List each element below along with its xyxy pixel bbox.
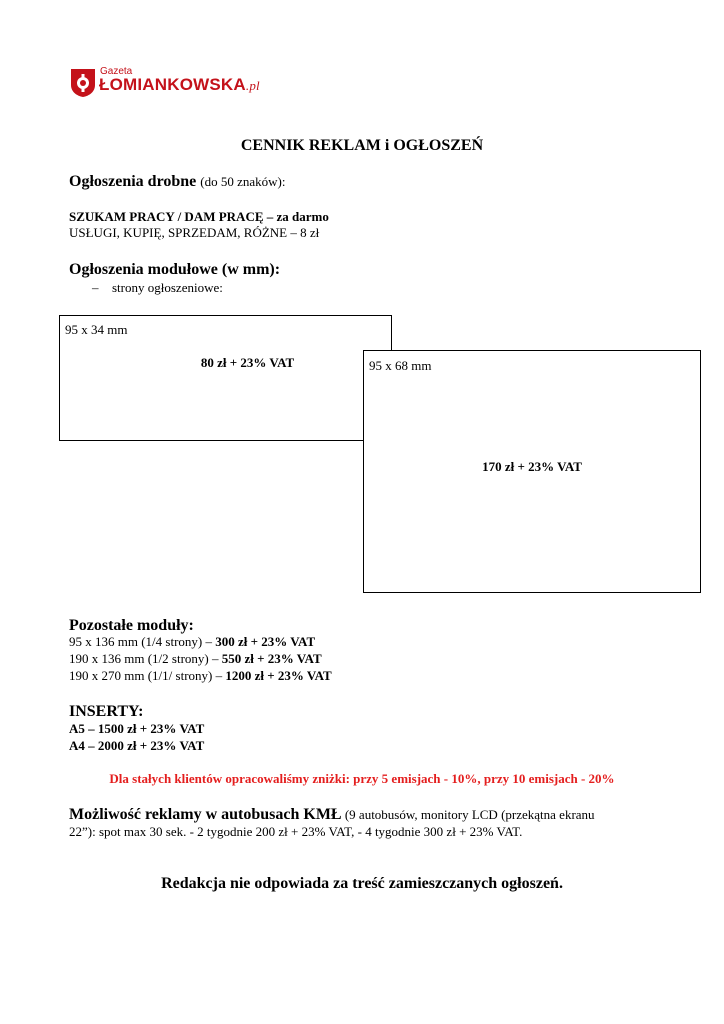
module-box-large-size: 95 x 68 mm xyxy=(369,358,432,373)
bus-ads-text2: 22”): spot max 30 sek. - 2 tygodnie 200 zł + 23% VAT, - 4 tygodnie 300 zł + 23% VAT. xyxy=(69,824,523,839)
small-ads-note: (do 50 znaków): xyxy=(200,174,286,189)
crest-icon xyxy=(70,68,96,98)
logo-suffix: .pl xyxy=(245,78,260,93)
module-box-small xyxy=(59,315,392,441)
gazeta-logo xyxy=(70,66,260,100)
module-box-small-price: 80 zł + 23% VAT xyxy=(200,355,295,370)
other-modules-row: 190 x 270 mm (1/1/ strony) – 1200 zł + 23% VAT xyxy=(69,668,332,683)
small-ads-heading: Ogłoszenia drobne xyxy=(69,173,197,190)
discount-promo: Dla stałych klientów opracowaliśmy zniżki: przy 5 emisjach - 10%, przy 10 emisjach - 20% xyxy=(109,771,615,786)
module-ads-heading: Ogłoszenia modułowe (w mm): xyxy=(69,261,281,278)
module-box-large xyxy=(363,350,701,593)
page-title: CENNIK REKLAM i OGŁOSZEŃ xyxy=(240,137,484,154)
bus-ads-block xyxy=(69,806,669,823)
disclaimer: Redakcja nie odpowiada za treść zamieszczanych ogłoszeń. xyxy=(161,875,563,892)
small-ads-heading-line xyxy=(69,173,285,191)
small-ads-paid-line: USŁUGI, KUPIĘ, SPRZEDAM, RÓŻNE – 8 zł xyxy=(69,225,320,240)
inserts-heading: INSERTY: xyxy=(69,703,144,720)
module-ads-bullet-dash: – xyxy=(92,280,99,295)
logo-gazeta-text: Gazeta xyxy=(100,66,133,77)
module-box-small-size: 95 x 34 mm xyxy=(65,322,128,337)
bus-ads-heading: Możliwość reklamy w autobusach KMŁ xyxy=(69,806,342,823)
inserts-row: A4 – 2000 zł + 23% VAT xyxy=(69,738,205,753)
other-modules-heading: Pozostałe moduły: xyxy=(69,617,194,634)
bus-ads-text1: (9 autobusów, monitory LCD (przekątna ekranu xyxy=(341,807,595,822)
other-modules-row: 190 x 136 mm (1/2 strony) – 550 zł + 23% VAT xyxy=(69,651,322,666)
module-box-large-price: 170 zł + 23% VAT xyxy=(482,459,582,474)
module-ads-bullet: strony ogłoszeniowe: xyxy=(112,280,223,295)
other-modules-row: 95 x 136 mm (1/4 strony) – 300 zł + 23% VAT xyxy=(69,634,316,649)
inserts-row: A5 – 1500 zł + 23% VAT xyxy=(69,721,205,736)
small-ads-free-line: SZUKAM PRACY / DAM PRACĘ – za darmo xyxy=(69,209,329,224)
logo-name: ŁOMIANKOWSKA.pl xyxy=(99,75,260,94)
